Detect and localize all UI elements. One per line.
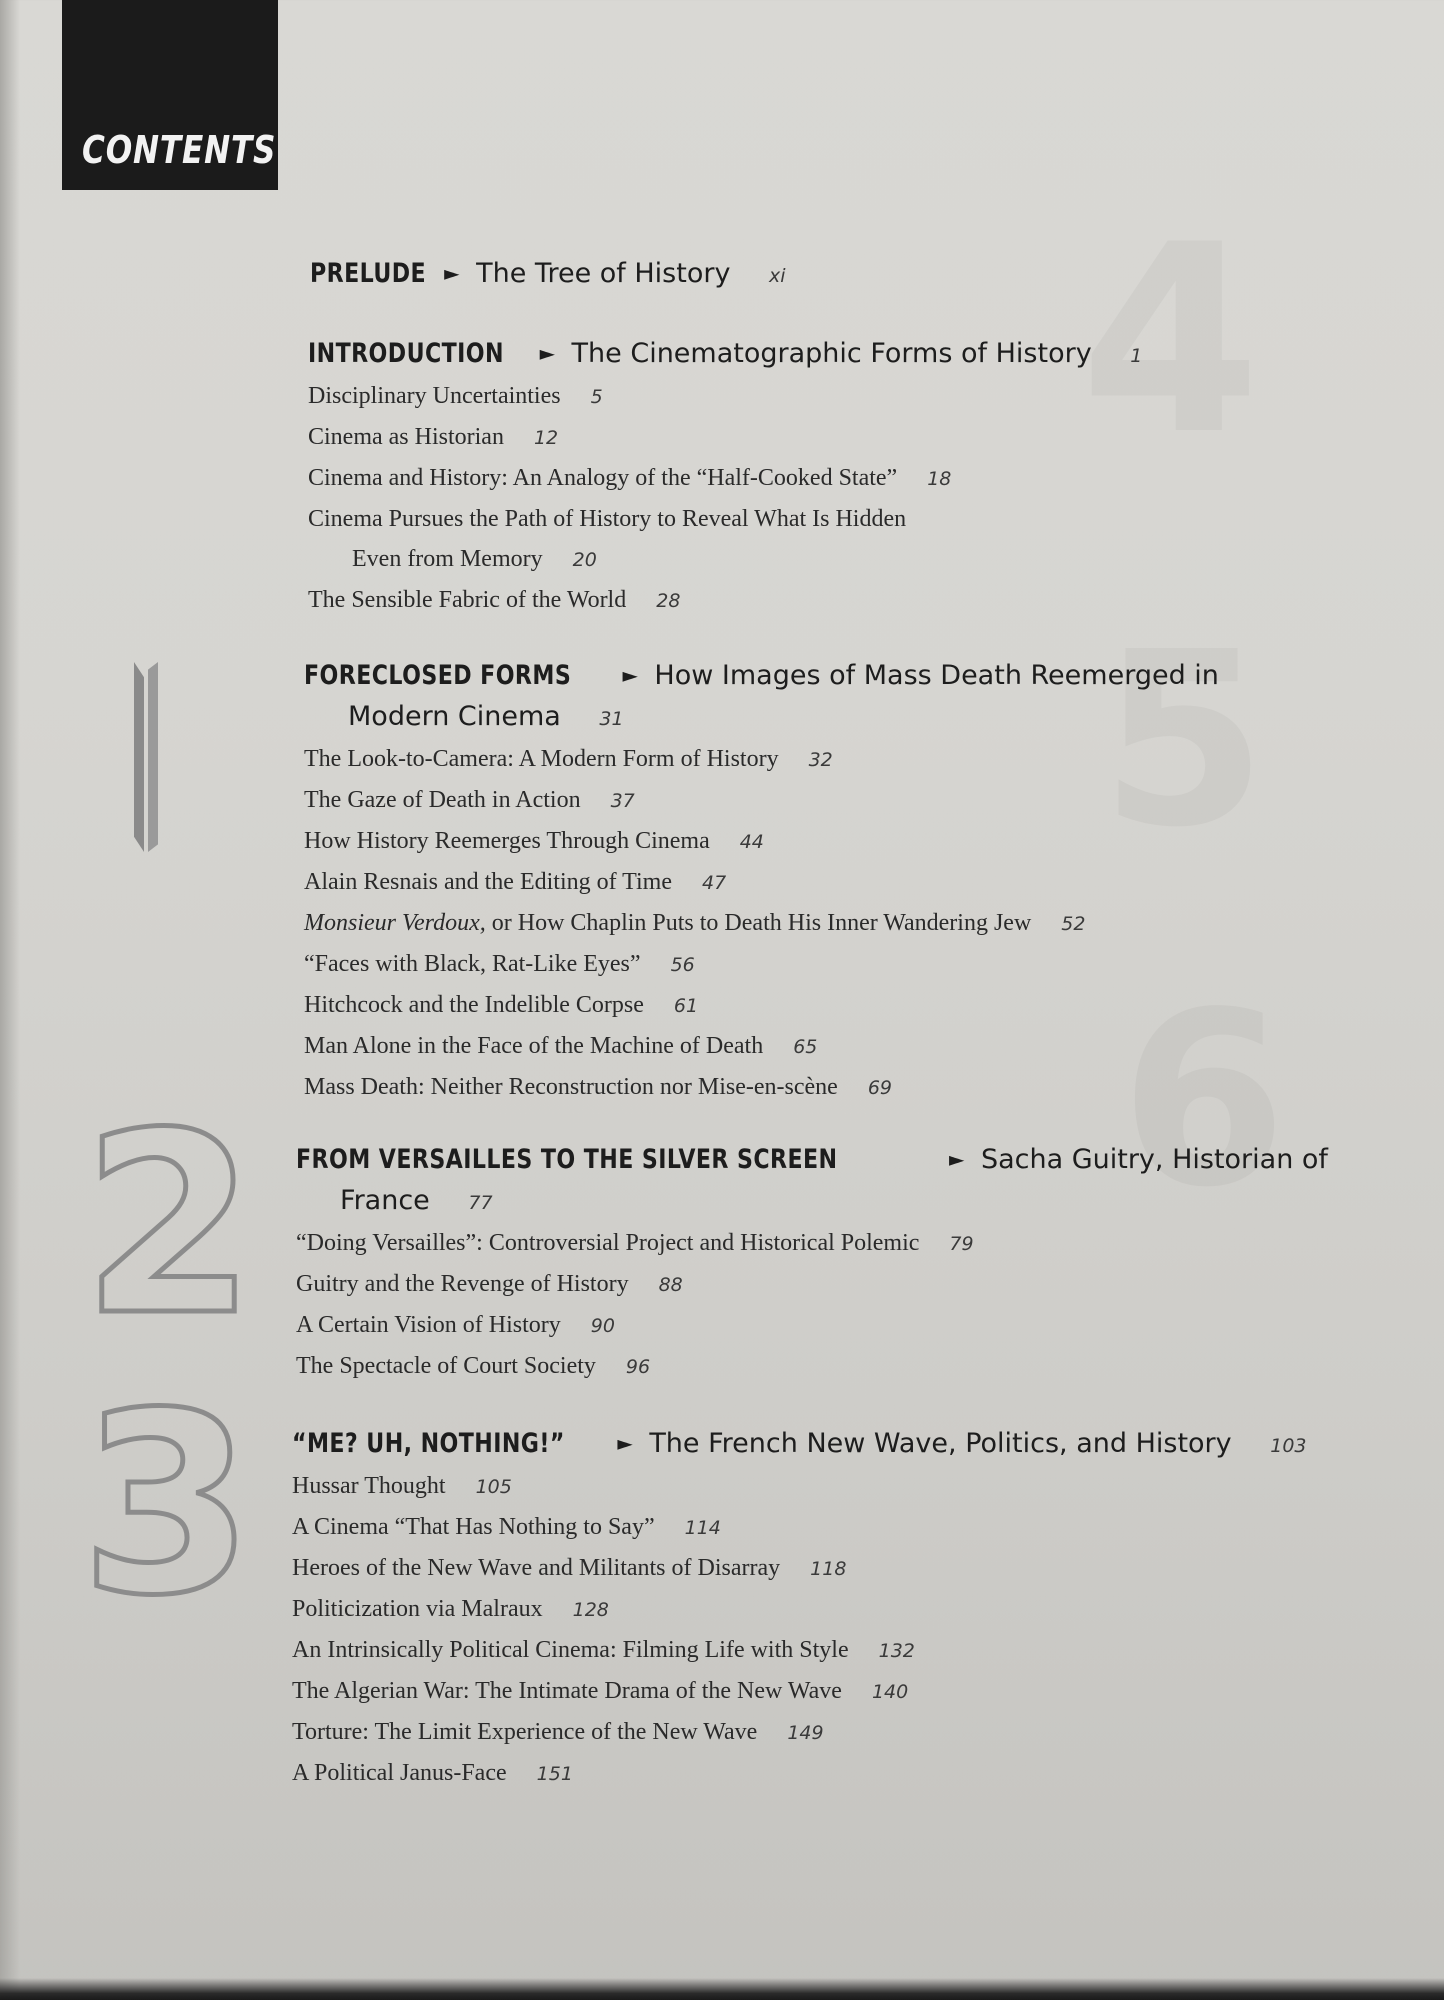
toc-entry[interactable] xyxy=(296,1264,1444,1305)
section-label: FORECLOSED FORMS xyxy=(304,660,572,691)
page-number: 61 xyxy=(673,995,699,1017)
entry-title: Heroes of the New Wave and Militants of Disarray xyxy=(292,1555,781,1581)
toc-entry[interactable] xyxy=(296,1346,1444,1387)
page-number: 5 xyxy=(590,386,603,408)
toc-entry[interactable] xyxy=(296,1223,1444,1264)
entry-title: Even from Memory xyxy=(352,546,543,572)
toc-entry-continuation[interactable] xyxy=(308,539,1444,580)
entry-title: Disciplinary Uncertainties xyxy=(308,383,561,409)
page-number: 18 xyxy=(927,468,952,490)
entry-title: An Intrinsically Political Cinema: Filming Life with Style xyxy=(292,1637,849,1663)
toc-entry[interactable] xyxy=(292,1589,1444,1630)
entry-title: The Algerian War: The Intimate Drama of the New Wave xyxy=(292,1678,842,1704)
entry-title: The Look-to-Camera: A Modern Form of History xyxy=(304,746,779,772)
section-title: Sacha Guitry, Historian of xyxy=(980,1144,1328,1175)
section-title: The Cinematographic Forms of History xyxy=(571,338,1092,369)
film-title: Monsieur Verdoux, xyxy=(304,910,486,936)
entry-title: A Certain Vision of History xyxy=(296,1312,561,1338)
page-gutter-shadow xyxy=(0,0,20,2000)
toc-entry[interactable] xyxy=(292,1630,1444,1671)
entry-title: The Gaze of Death in Action xyxy=(304,787,581,813)
entry-title: The Spectacle of Court Society xyxy=(296,1353,596,1379)
entry-title: A Cinema “That Has Nothing to Say” xyxy=(292,1514,655,1540)
page-number: 1 xyxy=(1130,345,1143,367)
toc-entry[interactable] xyxy=(292,1466,1444,1507)
page-number: 52 xyxy=(1061,913,1086,935)
entry-title: Guitry and the Revenge of History xyxy=(296,1271,629,1297)
entry-title: Hitchcock and the Indelible Corpse xyxy=(304,992,644,1018)
entry-title: How History Reemerges Through Cinema xyxy=(304,828,710,854)
entry-title: Torture: The Limit Experience of the New Wave xyxy=(292,1719,758,1745)
toc-entry[interactable] xyxy=(308,458,1444,499)
entry-title: Mass Death: Neither Reconstruction nor Mise-en-scène xyxy=(304,1074,838,1100)
section-title: Modern Cinema xyxy=(348,701,561,732)
toc-entry[interactable] xyxy=(292,1548,1444,1589)
toc-heading-continuation[interactable] xyxy=(304,697,1444,739)
toc-entry[interactable] xyxy=(304,1026,1444,1067)
page-number: 128 xyxy=(572,1599,609,1621)
toc-prelude xyxy=(310,254,1444,296)
page-number: 77 xyxy=(468,1192,493,1214)
entry-title: A Political Janus-Face xyxy=(292,1760,507,1786)
toc-heading[interactable] xyxy=(292,1424,1444,1466)
entry-title: Alain Resnais and the Editing of Time xyxy=(304,869,672,895)
arrow-right-icon: ► xyxy=(444,261,460,285)
page-number: 12 xyxy=(533,427,559,449)
contents-header-block xyxy=(62,0,278,190)
entry-title: “Doing Versailles”: Controversial Project and Historical Polemic xyxy=(296,1230,920,1256)
page-number: 79 xyxy=(949,1233,974,1255)
section-title: The French New Wave, Politics, and History xyxy=(649,1428,1232,1459)
chapter-number-three: 3 xyxy=(80,1359,254,1650)
toc-introduction xyxy=(308,334,1444,621)
toc-entry[interactable] xyxy=(304,821,1444,862)
chapter-one-stroke xyxy=(148,662,158,852)
entry-title: Man Alone in the Face of the Machine of Death xyxy=(304,1033,764,1059)
page-number: 140 xyxy=(871,1681,909,1703)
section-title: The Tree of History xyxy=(476,258,731,289)
chapter-number-one xyxy=(132,662,166,852)
toc-entry[interactable] xyxy=(292,1507,1444,1548)
page-number: 151 xyxy=(536,1763,573,1785)
toc-entry[interactable] xyxy=(296,1305,1444,1346)
page-number: 37 xyxy=(610,790,635,812)
page-number: 47 xyxy=(701,872,727,894)
toc-entry[interactable] xyxy=(308,417,1444,458)
page-number: 69 xyxy=(867,1077,893,1099)
toc-entry[interactable] xyxy=(304,944,1444,985)
toc-chapter-2 xyxy=(296,1140,1444,1387)
toc-entry[interactable] xyxy=(304,903,1444,944)
page-number: 105 xyxy=(475,1476,512,1498)
toc-entry[interactable] xyxy=(292,1671,1444,1712)
chapter-one-stroke xyxy=(134,662,144,852)
toc-entry[interactable] xyxy=(292,1753,1444,1794)
toc-entry[interactable] xyxy=(304,862,1444,903)
chapter-number-two: 2 xyxy=(82,1079,256,1370)
page-number: 114 xyxy=(684,1517,721,1539)
section-title: France xyxy=(340,1185,430,1216)
toc-entry[interactable] xyxy=(304,985,1444,1026)
toc-heading[interactable] xyxy=(310,254,1444,296)
page-bottom-edge xyxy=(0,1978,1444,2000)
toc-entry[interactable] xyxy=(304,739,1444,780)
entry-title: Cinema Pursues the Path of History to Reveal What Is Hidden xyxy=(308,506,907,532)
entry-title: “Faces with Black, Rat-Like Eyes” xyxy=(304,951,641,977)
entry-title: Cinema and History: An Analogy of the “Half-Cooked State” xyxy=(308,465,898,491)
toc-entry[interactable] xyxy=(304,780,1444,821)
arrow-right-icon: ► xyxy=(948,1147,965,1171)
section-label: FROM VERSAILLES TO THE SILVER SCREEN xyxy=(296,1144,838,1175)
toc-entry[interactable] xyxy=(308,580,1444,621)
toc-heading[interactable] xyxy=(296,1140,1444,1181)
page-number: 56 xyxy=(670,954,695,976)
entry-title: Politicization via Malraux xyxy=(292,1596,543,1622)
entry-title: or How Chaplin Puts to Death His Inner Wandering Jew xyxy=(485,910,1032,936)
page-number: 90 xyxy=(590,1315,615,1337)
toc-entry[interactable] xyxy=(292,1712,1444,1753)
entry-title: The Sensible Fabric of the World xyxy=(308,587,627,613)
arrow-right-icon: ► xyxy=(539,341,555,365)
page-number: 20 xyxy=(572,549,597,571)
toc-entry[interactable] xyxy=(308,376,1444,417)
page-number: 88 xyxy=(658,1274,683,1296)
section-label: PRELUDE xyxy=(310,258,427,289)
toc-entry[interactable] xyxy=(308,499,1444,539)
page-number: 32 xyxy=(808,749,833,771)
page-number: 132 xyxy=(878,1640,915,1662)
page-number: 149 xyxy=(787,1722,824,1744)
page-number: 96 xyxy=(625,1356,651,1378)
page-number: xi xyxy=(769,265,786,287)
toc-entry[interactable] xyxy=(304,1067,1444,1108)
arrow-right-icon: ► xyxy=(622,663,638,687)
section-title: How Images of Mass Death Reemerged in xyxy=(654,660,1219,691)
toc-chapter-3 xyxy=(292,1424,1444,1794)
page-number: 31 xyxy=(599,708,624,730)
page-number: 118 xyxy=(810,1558,847,1580)
page-number: 28 xyxy=(656,590,681,612)
arrow-right-icon: ► xyxy=(617,1431,633,1455)
entry-title: Cinema as Historian xyxy=(308,424,504,450)
page-number: 65 xyxy=(793,1036,818,1058)
entry-title: Hussar Thought xyxy=(292,1473,446,1499)
toc-heading[interactable] xyxy=(308,334,1444,376)
section-label: “ME? UH, NOTHING!” xyxy=(292,1428,565,1459)
toc-heading[interactable] xyxy=(304,656,1444,697)
page-number: 103 xyxy=(1270,1435,1307,1457)
contents-heading: CONTENTS xyxy=(82,128,277,172)
toc-heading-continuation[interactable] xyxy=(296,1181,1444,1223)
toc-chapter-1 xyxy=(304,656,1444,1108)
page-number: 44 xyxy=(739,831,764,853)
section-label: INTRODUCTION xyxy=(308,338,504,369)
